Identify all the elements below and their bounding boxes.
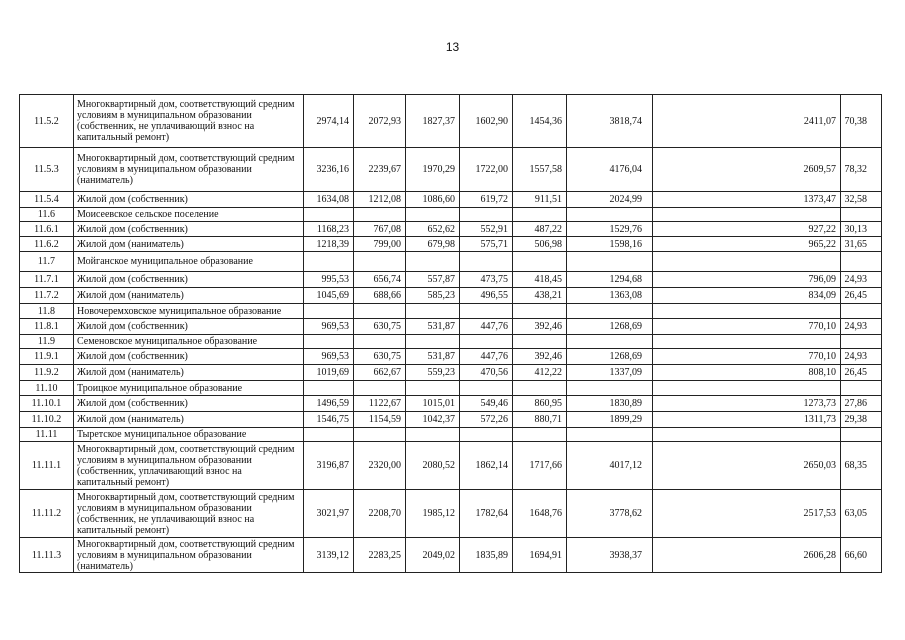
empty-cell [653, 304, 841, 319]
value-cell-8: 66,60 [841, 538, 882, 573]
empty-cell [304, 335, 354, 349]
group-name: Мойганское муниципальное образование [74, 252, 304, 272]
group-row [20, 381, 882, 396]
value-cell-4: 1782,64 [460, 490, 513, 538]
empty-cell [406, 381, 460, 396]
row-code: 11.11.3 [20, 538, 74, 573]
value-cell-1: 1168,23 [304, 222, 354, 237]
value-cell-7: 808,10 [653, 365, 841, 381]
row-code: 11.7.1 [20, 272, 74, 288]
value-cell-2: 1212,08 [354, 192, 406, 208]
value-cell-4: 549,46 [460, 396, 513, 412]
value-cell-2: 688,66 [354, 288, 406, 304]
table-row [20, 319, 882, 335]
value-cell-8: 30,13 [841, 222, 882, 237]
value-cell-7: 834,09 [653, 288, 841, 304]
table-row [20, 349, 882, 365]
value-cell-7: 2650,03 [653, 442, 841, 490]
value-cell-2: 2320,00 [354, 442, 406, 490]
row-name: Жилой дом (собственник) [74, 319, 304, 335]
row-code: 11.10 [20, 381, 74, 396]
value-cell-8: 26,45 [841, 288, 882, 304]
empty-cell [841, 428, 882, 442]
value-cell-4: 470,56 [460, 365, 513, 381]
value-cell-5: 860,95 [513, 396, 567, 412]
row-name: Жилой дом (наниматель) [74, 237, 304, 252]
row-name: Жилой дом (собственник) [74, 272, 304, 288]
value-cell-2: 662,67 [354, 365, 406, 381]
empty-cell [841, 208, 882, 222]
value-cell-7: 2606,28 [653, 538, 841, 573]
value-cell-3: 557,87 [406, 272, 460, 288]
row-code: 11.9.2 [20, 365, 74, 381]
table-row [20, 272, 882, 288]
value-cell-1: 3196,87 [304, 442, 354, 490]
value-cell-3: 559,23 [406, 365, 460, 381]
empty-cell [513, 428, 567, 442]
empty-cell [841, 304, 882, 319]
value-cell-7: 1373,47 [653, 192, 841, 208]
group-name: Семеновское муниципальное образование [74, 335, 304, 349]
value-cell-6: 1899,29 [567, 412, 653, 428]
value-cell-6: 1294,68 [567, 272, 653, 288]
value-cell-5: 506,98 [513, 237, 567, 252]
group-name: Троицкое муниципальное образование [74, 381, 304, 396]
value-cell-3: 679,98 [406, 237, 460, 252]
value-cell-8: 29,38 [841, 412, 882, 428]
row-name: Жилой дом (наниматель) [74, 412, 304, 428]
empty-cell [841, 381, 882, 396]
value-cell-5: 1694,91 [513, 538, 567, 573]
group-name: Моисеевское сельское поселение [74, 208, 304, 222]
empty-cell [513, 304, 567, 319]
value-cell-3: 652,62 [406, 222, 460, 237]
empty-cell [841, 335, 882, 349]
row-code: 11.11.1 [20, 442, 74, 490]
value-cell-3: 1015,01 [406, 396, 460, 412]
value-cell-6: 4176,04 [567, 148, 653, 192]
row-code: 11.10.1 [20, 396, 74, 412]
empty-cell [354, 252, 406, 272]
table-row [20, 365, 882, 381]
value-cell-4: 447,76 [460, 319, 513, 335]
row-code: 11.8 [20, 304, 74, 319]
value-cell-2: 2208,70 [354, 490, 406, 538]
value-cell-7: 927,22 [653, 222, 841, 237]
row-code: 11.11 [20, 428, 74, 442]
empty-cell [406, 208, 460, 222]
empty-cell [406, 304, 460, 319]
empty-cell [513, 335, 567, 349]
value-cell-4: 552,91 [460, 222, 513, 237]
value-cell-4: 1602,90 [460, 95, 513, 148]
value-cell-7: 770,10 [653, 319, 841, 335]
value-cell-7: 1311,73 [653, 412, 841, 428]
empty-cell [406, 335, 460, 349]
empty-cell [567, 252, 653, 272]
value-cell-6: 1598,16 [567, 237, 653, 252]
value-cell-8: 32,58 [841, 192, 882, 208]
value-cell-6: 1363,08 [567, 288, 653, 304]
value-cell-8: 63,05 [841, 490, 882, 538]
empty-cell [567, 208, 653, 222]
value-cell-6: 1268,69 [567, 319, 653, 335]
value-cell-5: 880,71 [513, 412, 567, 428]
empty-cell [304, 252, 354, 272]
value-cell-8: 31,65 [841, 237, 882, 252]
group-row [20, 208, 882, 222]
row-name: Жилой дом (собственник) [74, 349, 304, 365]
value-cell-4: 619,72 [460, 192, 513, 208]
table-row [20, 95, 882, 148]
value-cell-4: 572,26 [460, 412, 513, 428]
value-cell-5: 1557,58 [513, 148, 567, 192]
value-cell-2: 2072,93 [354, 95, 406, 148]
value-cell-3: 2080,52 [406, 442, 460, 490]
group-row [20, 428, 882, 442]
value-cell-1: 1496,59 [304, 396, 354, 412]
value-cell-8: 78,32 [841, 148, 882, 192]
value-cell-3: 1985,12 [406, 490, 460, 538]
table-row [20, 538, 882, 573]
row-name: Жилой дом (собственник) [74, 222, 304, 237]
value-cell-5: 392,46 [513, 349, 567, 365]
row-name: Многоквартирный дом, соответствующий средним условиям в муниципальном образовании (наниматель) [74, 538, 304, 573]
row-code: 11.9 [20, 335, 74, 349]
value-cell-7: 796,09 [653, 272, 841, 288]
empty-cell [513, 252, 567, 272]
group-name: Новочеремховское муниципальное образование [74, 304, 304, 319]
value-cell-2: 630,75 [354, 319, 406, 335]
table-row [20, 148, 882, 192]
value-cell-3: 1042,37 [406, 412, 460, 428]
table-row [20, 490, 882, 538]
value-cell-5: 1454,36 [513, 95, 567, 148]
value-cell-2: 1122,67 [354, 396, 406, 412]
empty-cell [460, 381, 513, 396]
empty-cell [513, 381, 567, 396]
table-row [20, 442, 882, 490]
value-cell-2: 799,00 [354, 237, 406, 252]
value-cell-6: 1529,76 [567, 222, 653, 237]
empty-cell [354, 304, 406, 319]
table-row [20, 288, 882, 304]
value-cell-8: 68,35 [841, 442, 882, 490]
value-cell-6: 3818,74 [567, 95, 653, 148]
value-cell-7: 2609,57 [653, 148, 841, 192]
value-cell-1: 1218,39 [304, 237, 354, 252]
row-code: 11.6 [20, 208, 74, 222]
value-cell-6: 1268,69 [567, 349, 653, 365]
value-cell-8: 27,86 [841, 396, 882, 412]
value-cell-7: 2517,53 [653, 490, 841, 538]
value-cell-1: 3236,16 [304, 148, 354, 192]
row-name: Жилой дом (собственник) [74, 396, 304, 412]
empty-cell [841, 252, 882, 272]
value-cell-1: 2974,14 [304, 95, 354, 148]
value-cell-3: 585,23 [406, 288, 460, 304]
value-cell-7: 770,10 [653, 349, 841, 365]
value-cell-1: 3139,12 [304, 538, 354, 573]
value-cell-8: 70,38 [841, 95, 882, 148]
value-cell-6: 1337,09 [567, 365, 653, 381]
value-cell-6: 3938,37 [567, 538, 653, 573]
value-cell-5: 1648,76 [513, 490, 567, 538]
value-cell-5: 438,21 [513, 288, 567, 304]
row-name: Многоквартирный дом, соответствующий средним условиям в муниципальном образовании (собственник, уплачивающий взнос на капитальный ремонт) [74, 442, 304, 490]
value-cell-7: 965,22 [653, 237, 841, 252]
empty-cell [653, 335, 841, 349]
empty-cell [460, 335, 513, 349]
value-cell-4: 496,55 [460, 288, 513, 304]
value-cell-4: 447,76 [460, 349, 513, 365]
table-body [20, 95, 882, 573]
group-row [20, 335, 882, 349]
table-row [20, 412, 882, 428]
value-cell-7: 2411,07 [653, 95, 841, 148]
empty-cell [304, 208, 354, 222]
row-code: 11.10.2 [20, 412, 74, 428]
value-cell-4: 1862,14 [460, 442, 513, 490]
value-cell-6: 4017,12 [567, 442, 653, 490]
row-code: 11.11.2 [20, 490, 74, 538]
value-cell-8: 24,93 [841, 272, 882, 288]
row-name: Жилой дом (собственник) [74, 192, 304, 208]
row-name: Многоквартирный дом, соответствующий средним условиям в муниципальном образовании (собственник, не уплачивающий взнос на капитальный ремонт) [74, 490, 304, 538]
value-cell-3: 2049,02 [406, 538, 460, 573]
empty-cell [406, 252, 460, 272]
empty-cell [513, 208, 567, 222]
row-code: 11.5.4 [20, 192, 74, 208]
value-cell-3: 531,87 [406, 349, 460, 365]
value-cell-2: 767,08 [354, 222, 406, 237]
value-cell-1: 1045,69 [304, 288, 354, 304]
row-code: 11.8.1 [20, 319, 74, 335]
row-code: 11.7.2 [20, 288, 74, 304]
value-cell-8: 24,93 [841, 349, 882, 365]
value-cell-1: 969,53 [304, 319, 354, 335]
value-cell-5: 418,45 [513, 272, 567, 288]
value-cell-6: 1830,89 [567, 396, 653, 412]
row-name: Многоквартирный дом, соответствующий средним условиям в муниципальном образовании (наниматель) [74, 148, 304, 192]
value-cell-5: 487,22 [513, 222, 567, 237]
value-cell-3: 1827,37 [406, 95, 460, 148]
value-cell-5: 392,46 [513, 319, 567, 335]
value-cell-2: 656,74 [354, 272, 406, 288]
value-cell-6: 2024,99 [567, 192, 653, 208]
value-cell-2: 2283,25 [354, 538, 406, 573]
value-cell-7: 1273,73 [653, 396, 841, 412]
value-cell-1: 1546,75 [304, 412, 354, 428]
empty-cell [304, 304, 354, 319]
empty-cell [354, 208, 406, 222]
value-cell-2: 1154,59 [354, 412, 406, 428]
value-cell-3: 1970,29 [406, 148, 460, 192]
value-cell-5: 412,22 [513, 365, 567, 381]
group-row [20, 252, 882, 272]
page-number: 13 [445, 40, 460, 54]
value-cell-3: 1086,60 [406, 192, 460, 208]
value-cell-8: 26,45 [841, 365, 882, 381]
empty-cell [354, 335, 406, 349]
table-row [20, 396, 882, 412]
empty-cell [567, 428, 653, 442]
empty-cell [460, 252, 513, 272]
empty-cell [567, 381, 653, 396]
value-cell-1: 969,53 [304, 349, 354, 365]
row-code: 11.5.2 [20, 95, 74, 148]
empty-cell [653, 381, 841, 396]
value-cell-6: 3778,62 [567, 490, 653, 538]
group-row [20, 304, 882, 319]
value-cell-5: 1717,66 [513, 442, 567, 490]
value-cell-5: 911,51 [513, 192, 567, 208]
row-code: 11.9.1 [20, 349, 74, 365]
empty-cell [406, 428, 460, 442]
value-cell-4: 1722,00 [460, 148, 513, 192]
empty-cell [460, 428, 513, 442]
value-cell-4: 575,71 [460, 237, 513, 252]
row-name: Жилой дом (наниматель) [74, 365, 304, 381]
value-cell-1: 3021,97 [304, 490, 354, 538]
row-code: 11.5.3 [20, 148, 74, 192]
empty-cell [653, 428, 841, 442]
empty-cell [304, 428, 354, 442]
table-row [20, 192, 882, 208]
value-cell-8: 24,93 [841, 319, 882, 335]
empty-cell [354, 428, 406, 442]
row-code: 11.6.1 [20, 222, 74, 237]
row-code: 11.7 [20, 252, 74, 272]
empty-cell [304, 381, 354, 396]
empty-cell [460, 304, 513, 319]
group-name: Тыретское муниципальное образование [74, 428, 304, 442]
value-cell-2: 630,75 [354, 349, 406, 365]
value-cell-3: 531,87 [406, 319, 460, 335]
value-cell-1: 1019,69 [304, 365, 354, 381]
empty-cell [653, 208, 841, 222]
value-cell-4: 473,75 [460, 272, 513, 288]
table-row [20, 237, 882, 252]
value-cell-1: 1634,08 [304, 192, 354, 208]
table-row [20, 222, 882, 237]
tariff-table [19, 94, 882, 573]
empty-cell [567, 335, 653, 349]
empty-cell [354, 381, 406, 396]
row-name: Жилой дом (наниматель) [74, 288, 304, 304]
value-cell-1: 995,53 [304, 272, 354, 288]
empty-cell [460, 208, 513, 222]
empty-cell [567, 304, 653, 319]
empty-cell [653, 252, 841, 272]
row-name: Многоквартирный дом, соответствующий средним условиям в муниципальном образовании (собственник, не уплачивающий взнос на капитальный ремонт) [74, 95, 304, 148]
value-cell-4: 1835,89 [460, 538, 513, 573]
row-code: 11.6.2 [20, 237, 74, 252]
value-cell-2: 2239,67 [354, 148, 406, 192]
